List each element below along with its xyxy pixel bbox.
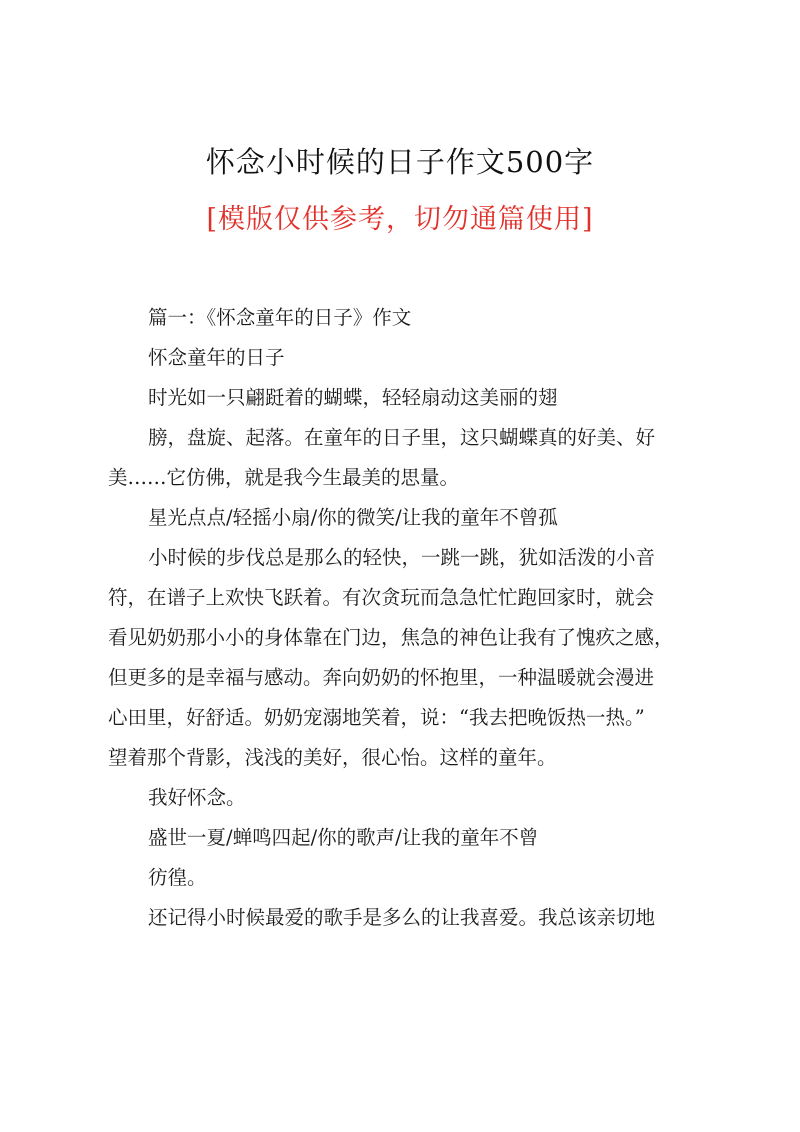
verse-line: 盛世一夏/蝉鸣四起/你的歌声/让我的童年不曾 bbox=[148, 826, 539, 849]
article-body bbox=[108, 298, 708, 938]
paragraph-line: 我好怀念。 bbox=[148, 786, 246, 809]
article-title: 怀念童年的日子 bbox=[148, 346, 285, 369]
section-heading: 篇一：《怀念童年的日子》作文 bbox=[148, 306, 412, 329]
template-notice: [模版仅供参考，切勿通篇使用] bbox=[206, 204, 594, 235]
paragraph-line: 时光如一只翩跹着的蝴蝶，轻轻扇动这美丽的翅 bbox=[148, 386, 558, 409]
paragraph-line: 符，在谱子上欢快飞跃着。有次贪玩而急急忙忙跑回家时，就会 bbox=[108, 586, 655, 609]
paragraph-line: 小时候的步伐总是那么的轻快，一跳一跳，犹如活泼的小音 bbox=[148, 546, 656, 569]
paragraph-line: 膀，盘旋、起落。在童年的日子里，这只蝴蝶真的好美、好 bbox=[148, 426, 656, 449]
paragraph-line: 美……它仿佛，就是我今生最美的思量。 bbox=[108, 466, 460, 489]
paragraph-line: 看见奶奶那小小的身体靠在门边，焦急的神色让我有了愧疚之感， bbox=[108, 626, 674, 649]
paragraph-line: 心田里，好舒适。奶奶宠溺地笑着，说：“我去把晚饭热一热。” bbox=[108, 706, 645, 729]
verse-line: 星光点点/轻摇小扇/你的微笑/让我的童年不曾孤 bbox=[148, 506, 558, 529]
paragraph-line: 但更多的是幸福与感动。奔向奶奶的怀抱里，一种温暖就会漫进 bbox=[108, 666, 655, 689]
paragraph-line: 还记得小时候最爱的歌手是多么的让我喜爱。我总该亲切地 bbox=[148, 906, 656, 929]
paragraph-line: 望着那个背影，浅浅的美好，很心怡。这样的童年。 bbox=[108, 746, 557, 769]
verse-line: 彷徨。 bbox=[148, 866, 207, 889]
document-title: 怀念小时候的日子作文500字 bbox=[205, 145, 595, 179]
